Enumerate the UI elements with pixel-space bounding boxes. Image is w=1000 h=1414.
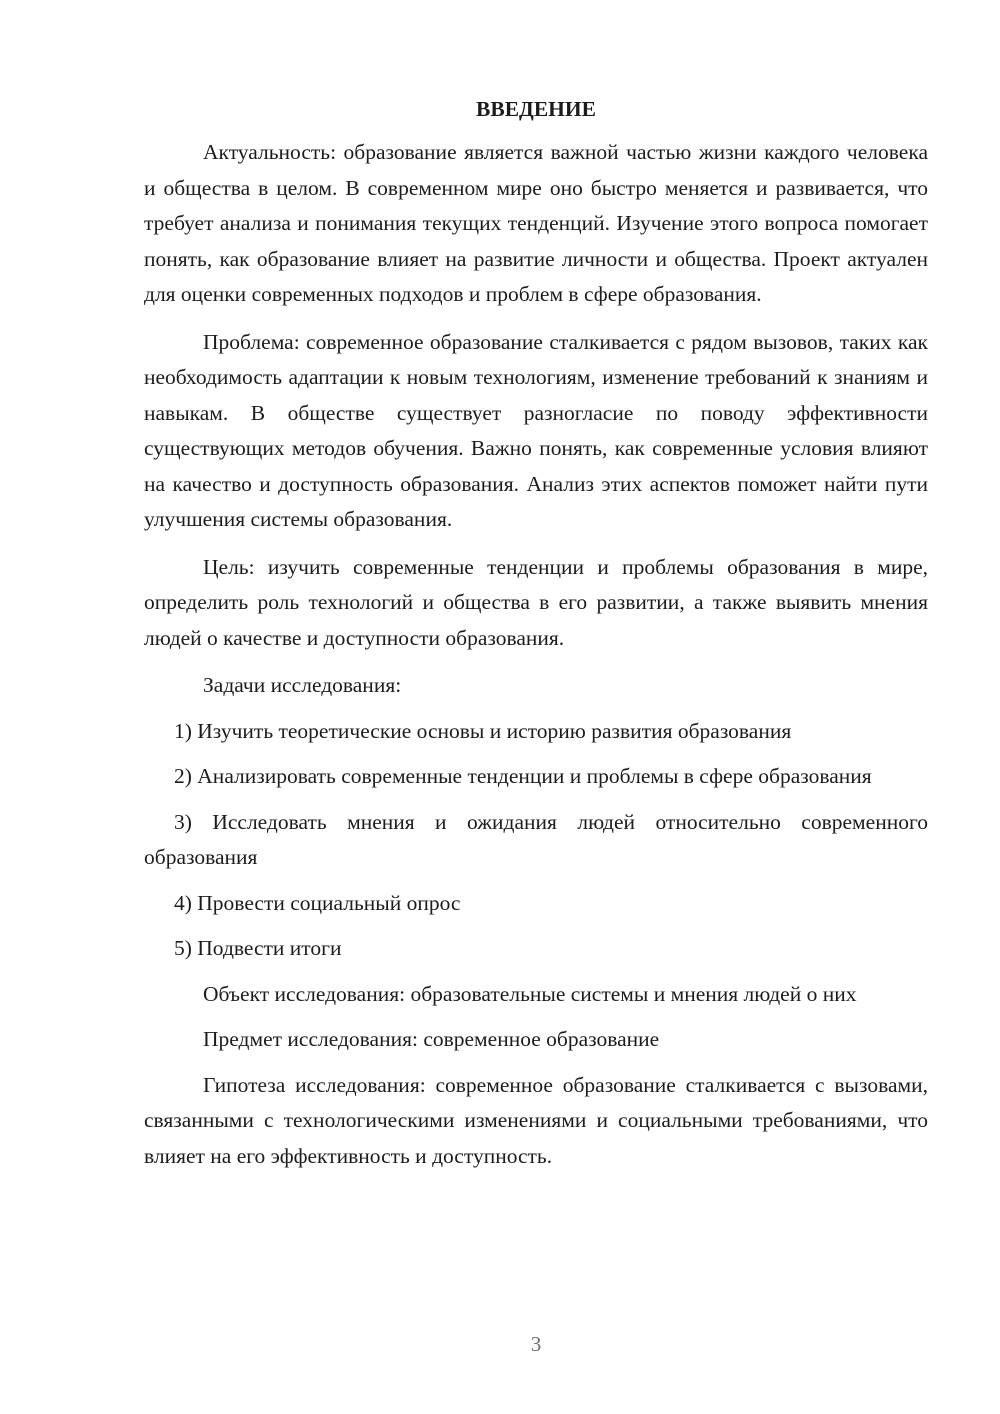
hypothesis-paragraph: Гипотеза исследования: современное образование сталкивается с вызовами, связанными с технологическими изменениями и социальными требованиями, что влияет на его эффективность и доступность. [144, 1072, 928, 1168]
relevance-paragraph: Актуальность: образование является важной частью жизни каждого человека и общества в целом. В современном мире оно быстро меняется и развивается, что требует анализа и понимания текущих тенденций. Изучение этого вопроса помогает понять, как образование влияет на развитие личности и общества. Проект актуален для оценки современных подходов и проблем в сфере образования. [144, 140, 928, 306]
document-page [144, 92, 928, 1186]
problem-paragraph: Проблема: современное образование сталкивается с рядом вызовов, таких как необходимость адаптации к новым технологиям, изменение требований к знаниям и навыкам. В обществе существует разногласие по поводу эффективности существующих методов обучения. Важно понять, как современные условия влияют на качество и доступность образования. Анализ этих аспектов поможет найти пути улучшения системы образования. [144, 329, 928, 531]
task-item-5: 5) Подвести итоги [174, 936, 342, 960]
page-number: 3 [530, 1332, 542, 1356]
goal-paragraph: Цель: изучить современные тенденции и проблемы образования в мире, определить роль технологий и общества в его развитии, а также выявить мнения людей о качестве и доступности образования. [144, 554, 928, 650]
task-item-2: 2) Анализировать современные тенденции и проблемы в сфере образования [174, 764, 872, 788]
task-item-1: 1) Изучить теоретические основы и историю развития образования [174, 718, 792, 743]
tasks-heading: Задачи исследования: [203, 673, 402, 697]
task-item-4: 4) Провести социальный опрос [174, 890, 461, 915]
tasks-list [144, 714, 928, 967]
research-subject-paragraph: Предмет исследования: современное образование [203, 1027, 660, 1051]
section-title: ВВЕДЕНИЕ [476, 97, 596, 121]
research-object-paragraph: Объект исследования: образовательные системы и мнения людей о них [203, 981, 857, 1006]
task-item-3: 3) Исследовать мнения и ожидания людей относительно современного образования [144, 809, 928, 869]
